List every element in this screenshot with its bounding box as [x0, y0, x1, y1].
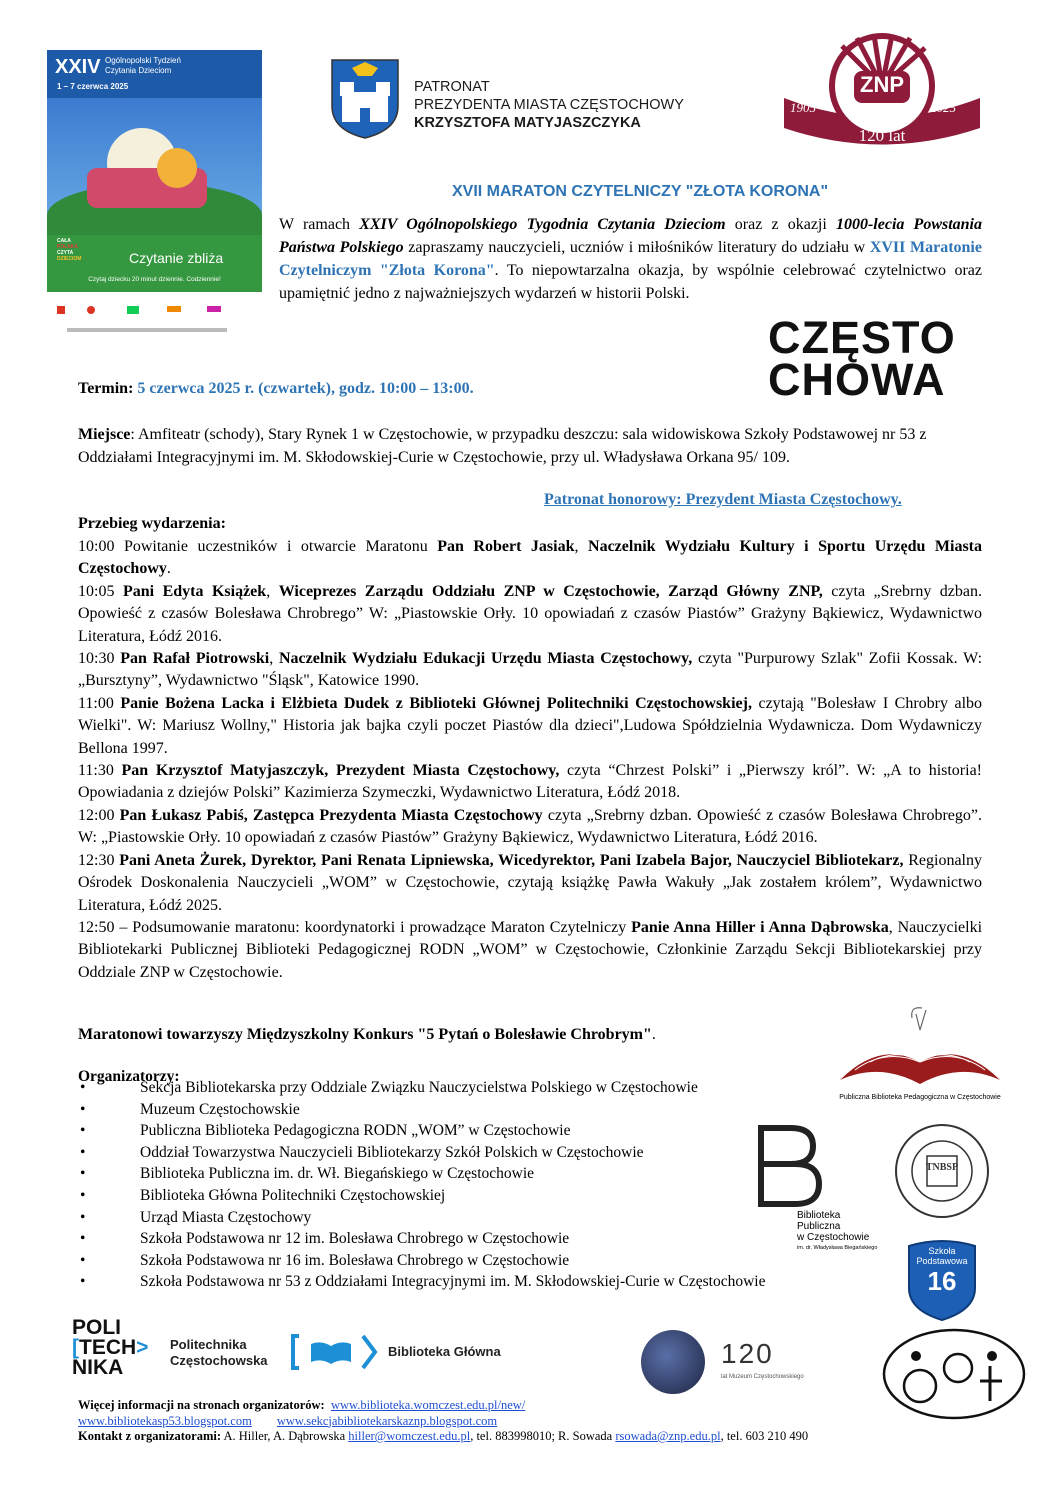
patronage-line-2: PREZYDENTA MIASTA CZĘSTOCHOWY — [414, 97, 684, 113]
poster-sponsor-logos — [47, 292, 262, 350]
contest-note: Maratonowi towarzyszy Międzyszkolny Konkurs "5 Pytań o Bolesławie Chrobrym". — [78, 1026, 656, 1043]
museum-number: 120 — [721, 1338, 774, 1369]
museum-subtitle: lat Muzeum Częstochowskiego — [721, 1374, 804, 1380]
link-womczest[interactable]: www.biblioteka.womczest.edu.pl/new/ — [330, 1398, 526, 1412]
poster-badge: CAŁA POLSKA CZYTA DZIECIOM — [57, 238, 82, 262]
znp-label: ZNP — [860, 72, 904, 97]
poli-line-1: POLI — [72, 1316, 122, 1339]
city-logo-top: CZĘSTO — [768, 312, 956, 363]
footer-more-label: Więcej informacji na stronach organizatorów: — [78, 1398, 325, 1412]
program-item: 10:05 Pani Edyta Książek, Wiceprezes Zarządu Oddziału ZNP w Częstochowie, Zarząd Główny ZNP, czyta „Srebrny dzban. Opowieść z czasów Bolesława Chrobrego” W: „Piastowskie Orły. 10 opowiadań z czasów Piastów” Grażyny Bąkiewicz, Wydawnictwo Literatura, Łódź 2016. — [78, 582, 983, 645]
event-date: Termin: 5 czerwca 2025 r. (czwartek), godz. 10:00 – 13:00. — [78, 380, 474, 397]
link-sekcja[interactable]: www.sekcjabibliotekarskaznp.blogspot.com — [276, 1413, 498, 1428]
list-item: • Szkoła Podstawowa nr 16 im. Bolesława Chrobrego w Częstochowie — [78, 1250, 765, 1272]
list-item: • Muzeum Częstochowskie — [78, 1099, 765, 1121]
sp53-logo — [880, 1326, 1030, 1421]
list-item: • Szkoła Podstawowa nr 12 im. Bolesława Chrobrego w Częstochowie — [78, 1228, 765, 1250]
list-item: • Urząd Miasta Częstochowy — [78, 1207, 765, 1229]
poster-title-1: Ogólnopolski Tydzień — [105, 56, 181, 65]
footer: Więcej informacji na stronach organizatorów: www.biblioteka.womczest.edu.pl/new/ www.bibliotekasp53.blogspot.com www.sekcjabibliotekarskaznp.blogspot.com Kontakt z organizatorami: A. Hiller, A. Dąbrowska hiller@womczest.edu.pl, tel. 883998010; R. Sowada rsowada@znp.edu.pl, tel. 603 210 490 — [78, 1398, 809, 1443]
znp-120-logo — [782, 26, 982, 161]
tnbsp-seal — [893, 1122, 991, 1220]
page-title: XVII MARATON CZYTELNICZY "ZŁOTA KORONA" — [451, 183, 829, 200]
list-item: • Sekcja Bibliotekarska przy Oddziale Związku Nauczycielstwa Polskiego w Częstochowie — [78, 1077, 765, 1099]
city-coat-of-arms — [330, 58, 400, 140]
poster-tagline: Czytaj dziecku 20 minut dziennie. Codziennie! — [88, 276, 221, 283]
bp-name-3: im. dr. Władysława Biegańskiego — [797, 1245, 878, 1251]
bp-name-1: Biblioteka Publiczna — [797, 1210, 841, 1232]
bp-name-2: w Częstochowie — [797, 1232, 870, 1243]
sp16-badge — [905, 1238, 979, 1322]
sp16-mid: Podstawowa — [916, 1256, 968, 1266]
event-venue: Miejsce: Amfiteatr (schody), Stary Rynek 1 w Częstochowie, w przypadku deszczu: sala widowiskowa Szkoły Podstawowej nr 53 z Oddziałami Integracyjnymi im. M. Skłodowskiej-Curie w Częstochowie, przy ul. Władysława Orkana 95/ 109. — [78, 426, 927, 466]
program-item: 12:30 Pani Aneta Żurek, Dyrektor, Pani Renata Lipniewska, Wicedyrektor, Pani Izabela Bajor, Nauczyciel Bibliotekarz, Regionalny Ośrodek Doskonalenia Nauczycieli „WOM” w Częstochowie, czytają książkę Pawła Wakuły „Jak zostałem królem”, Wydawnictwo Literatura, Łódź 2025. — [78, 851, 983, 914]
list-item: • Publiczna Biblioteka Pedagogiczna RODN „WOM” w Częstochowie — [78, 1120, 765, 1142]
campaign-poster — [47, 50, 262, 350]
program-item: 11:00 Panie Bożena Lacka i Elżbieta Dudek z Biblioteki Głównej Politechniki Częstochowskiej, czytają "Bolesław I Chrobry albo Wielki". W: Mariusz Wollny," Historia jak bajka czyli poczet Piastów dla dzieci",Ludowa Spółdzielnia Wydawnicza. Dom Wydawniczy Bellona 1997. — [78, 694, 983, 757]
program-item: 12:00 Pan Łukasz Pabiś, Zastępca Prezydenta Miasta Częstochowy czyta „Srebrny dzban. Opowieść z czasów Bolesława Chrobrego”. W: „Piastowskie Orły. 10 opowiadań z czasów Piastów” Grażyny Bąkiewicz, Wydawnictwo Literatura, Łódź 2016. — [78, 806, 983, 847]
list-item: • Szkoła Podstawowa nr 53 z Oddziałami Integracyjnymi im. M. Skłodowskiej-Curie w Częstochowie — [78, 1271, 765, 1293]
znp-year-end: 2025 — [930, 100, 956, 115]
pbp-logo — [830, 1000, 1010, 1110]
museum-120-logo — [715, 1328, 815, 1408]
honorary-patronage: Patronat honorowy: Prezydent Miasta Częstochowy. — [544, 491, 902, 508]
program-item: 11:30 Pan Krzysztof Matyjaszczyk, Prezydent Miasta Częstochowy, czyta “Chrzest Polski” i „Pierwszy król”. W: „A to historia! Opowiadania z dziejów Polski” Kazimierza Szymeczki, Wydawnictwo Literatura, Łódź 2018. — [78, 762, 983, 802]
organizers-list — [78, 1077, 765, 1293]
organizers-heading: Organizatorzy: — [78, 1068, 180, 1085]
sp16-number: 16 — [927, 1266, 957, 1296]
patronage-block — [414, 78, 684, 132]
pbp-caption: Publiczna Biblioteka Pedagogiczna w Częstochowie — [839, 1094, 1001, 1101]
poster-dates: 1 – 7 czerwca 2025 — [57, 82, 129, 91]
poster-slogan: Czytanie zbliża — [129, 250, 224, 266]
poli-line-3: NIKA — [72, 1356, 124, 1379]
politechnika-name: Politechnika Częstochowska — [170, 1337, 268, 1368]
biblioteka-glowna-icon — [291, 1332, 377, 1372]
list-item: • Oddział Towarzystwa Nauczycieli Bibliotekarzy Szkół Polskich w Częstochowie — [78, 1142, 765, 1164]
znp-year-start: 1905 — [790, 100, 816, 115]
poster-illustration — [47, 98, 262, 248]
poster-title-2: Czytania Dzieciom — [105, 66, 172, 75]
poli-line-2: TECH — [79, 1336, 137, 1359]
politechnika-logo: POLI [TECH> NIKA — [72, 1316, 149, 1379]
program-item: 10:00 Powitanie uczestników i otwarcie Maratonu Pan Robert Jasiak, Naczelnik Wydziału Kultury i Sportu Urzędu Miasta Częstochowy. — [78, 538, 983, 578]
tnbsp-monogram: TNBSP — [925, 1162, 959, 1173]
sp16-top: Szkoła — [928, 1246, 956, 1256]
patronage-line-1: PATRONAT — [414, 79, 490, 95]
program-heading: Przebieg wydarzenia: — [78, 515, 226, 532]
znp-anniversary: 120 lat — [858, 126, 906, 145]
biblioteka-publiczna-logo — [755, 1124, 880, 1251]
biblioteka-glowna-name: Biblioteka Główna — [388, 1344, 501, 1359]
city-logo-bottom: CHOWA — [768, 354, 946, 405]
czestochowa-logo — [768, 312, 968, 405]
email-sowada[interactable]: rsowada@znp.edu.pl — [615, 1429, 721, 1443]
program-list — [78, 536, 982, 984]
program-item: 12:50 – Podsumowanie maratonu: koordynatorki i prowadzące Maraton Czytelniczy Panie Anna Hiller i Anna Dąbrowska, Nauczycielki Bibliotekarki Publicznej Biblioteki Pedagogicznej RODN „WOM” w Częstochowie, Członkinie Zarządu Sekcji Bibliotekarskiej przy Oddziale ZNP w Częstochowie. — [78, 918, 983, 981]
patronage-line-3: KRZYSZTOFA MATYJASZCZYKA — [414, 115, 641, 131]
list-item: • Biblioteka Publiczna im. dr. Wł. Biegańskiego w Częstochowie — [78, 1163, 765, 1185]
museum-photo — [641, 1330, 705, 1394]
poster-number: XXIV — [55, 56, 101, 78]
program-item: 10:30 Pan Rafał Piotrowski, Naczelnik Wydziału Edukacji Urzędu Miasta Częstochowy, czyta "Purpurowy Szlak" Zofii Kossak. W: „Bursztyny”, Wydawnictwo "Śląsk", Katowice 1990. — [78, 650, 983, 690]
list-item: • Biblioteka Główna Politechniki Częstochowskiej — [78, 1185, 765, 1207]
email-hiller[interactable]: hiller@womczest.edu.pl — [348, 1429, 471, 1443]
intro-paragraph: W ramach XXIV Ogólnopolskiego Tygodnia Czytania Dzieciom oraz z okazji 1000-lecia Powstania Państwa Polskiego zapraszamy nauczycieli, uczniów i miłośników literatury do udziału w XVII Maratonie Czytelniczym "Złota Korona". To niepowtarzalna okazja, by wspólnie celebrować czytelnictwo oraz upamiętnić jedno z najważniejszych wydarzeń w historii Polski. — [279, 216, 983, 302]
link-sp53[interactable]: www.bibliotekasp53.blogspot.com — [78, 1413, 252, 1428]
